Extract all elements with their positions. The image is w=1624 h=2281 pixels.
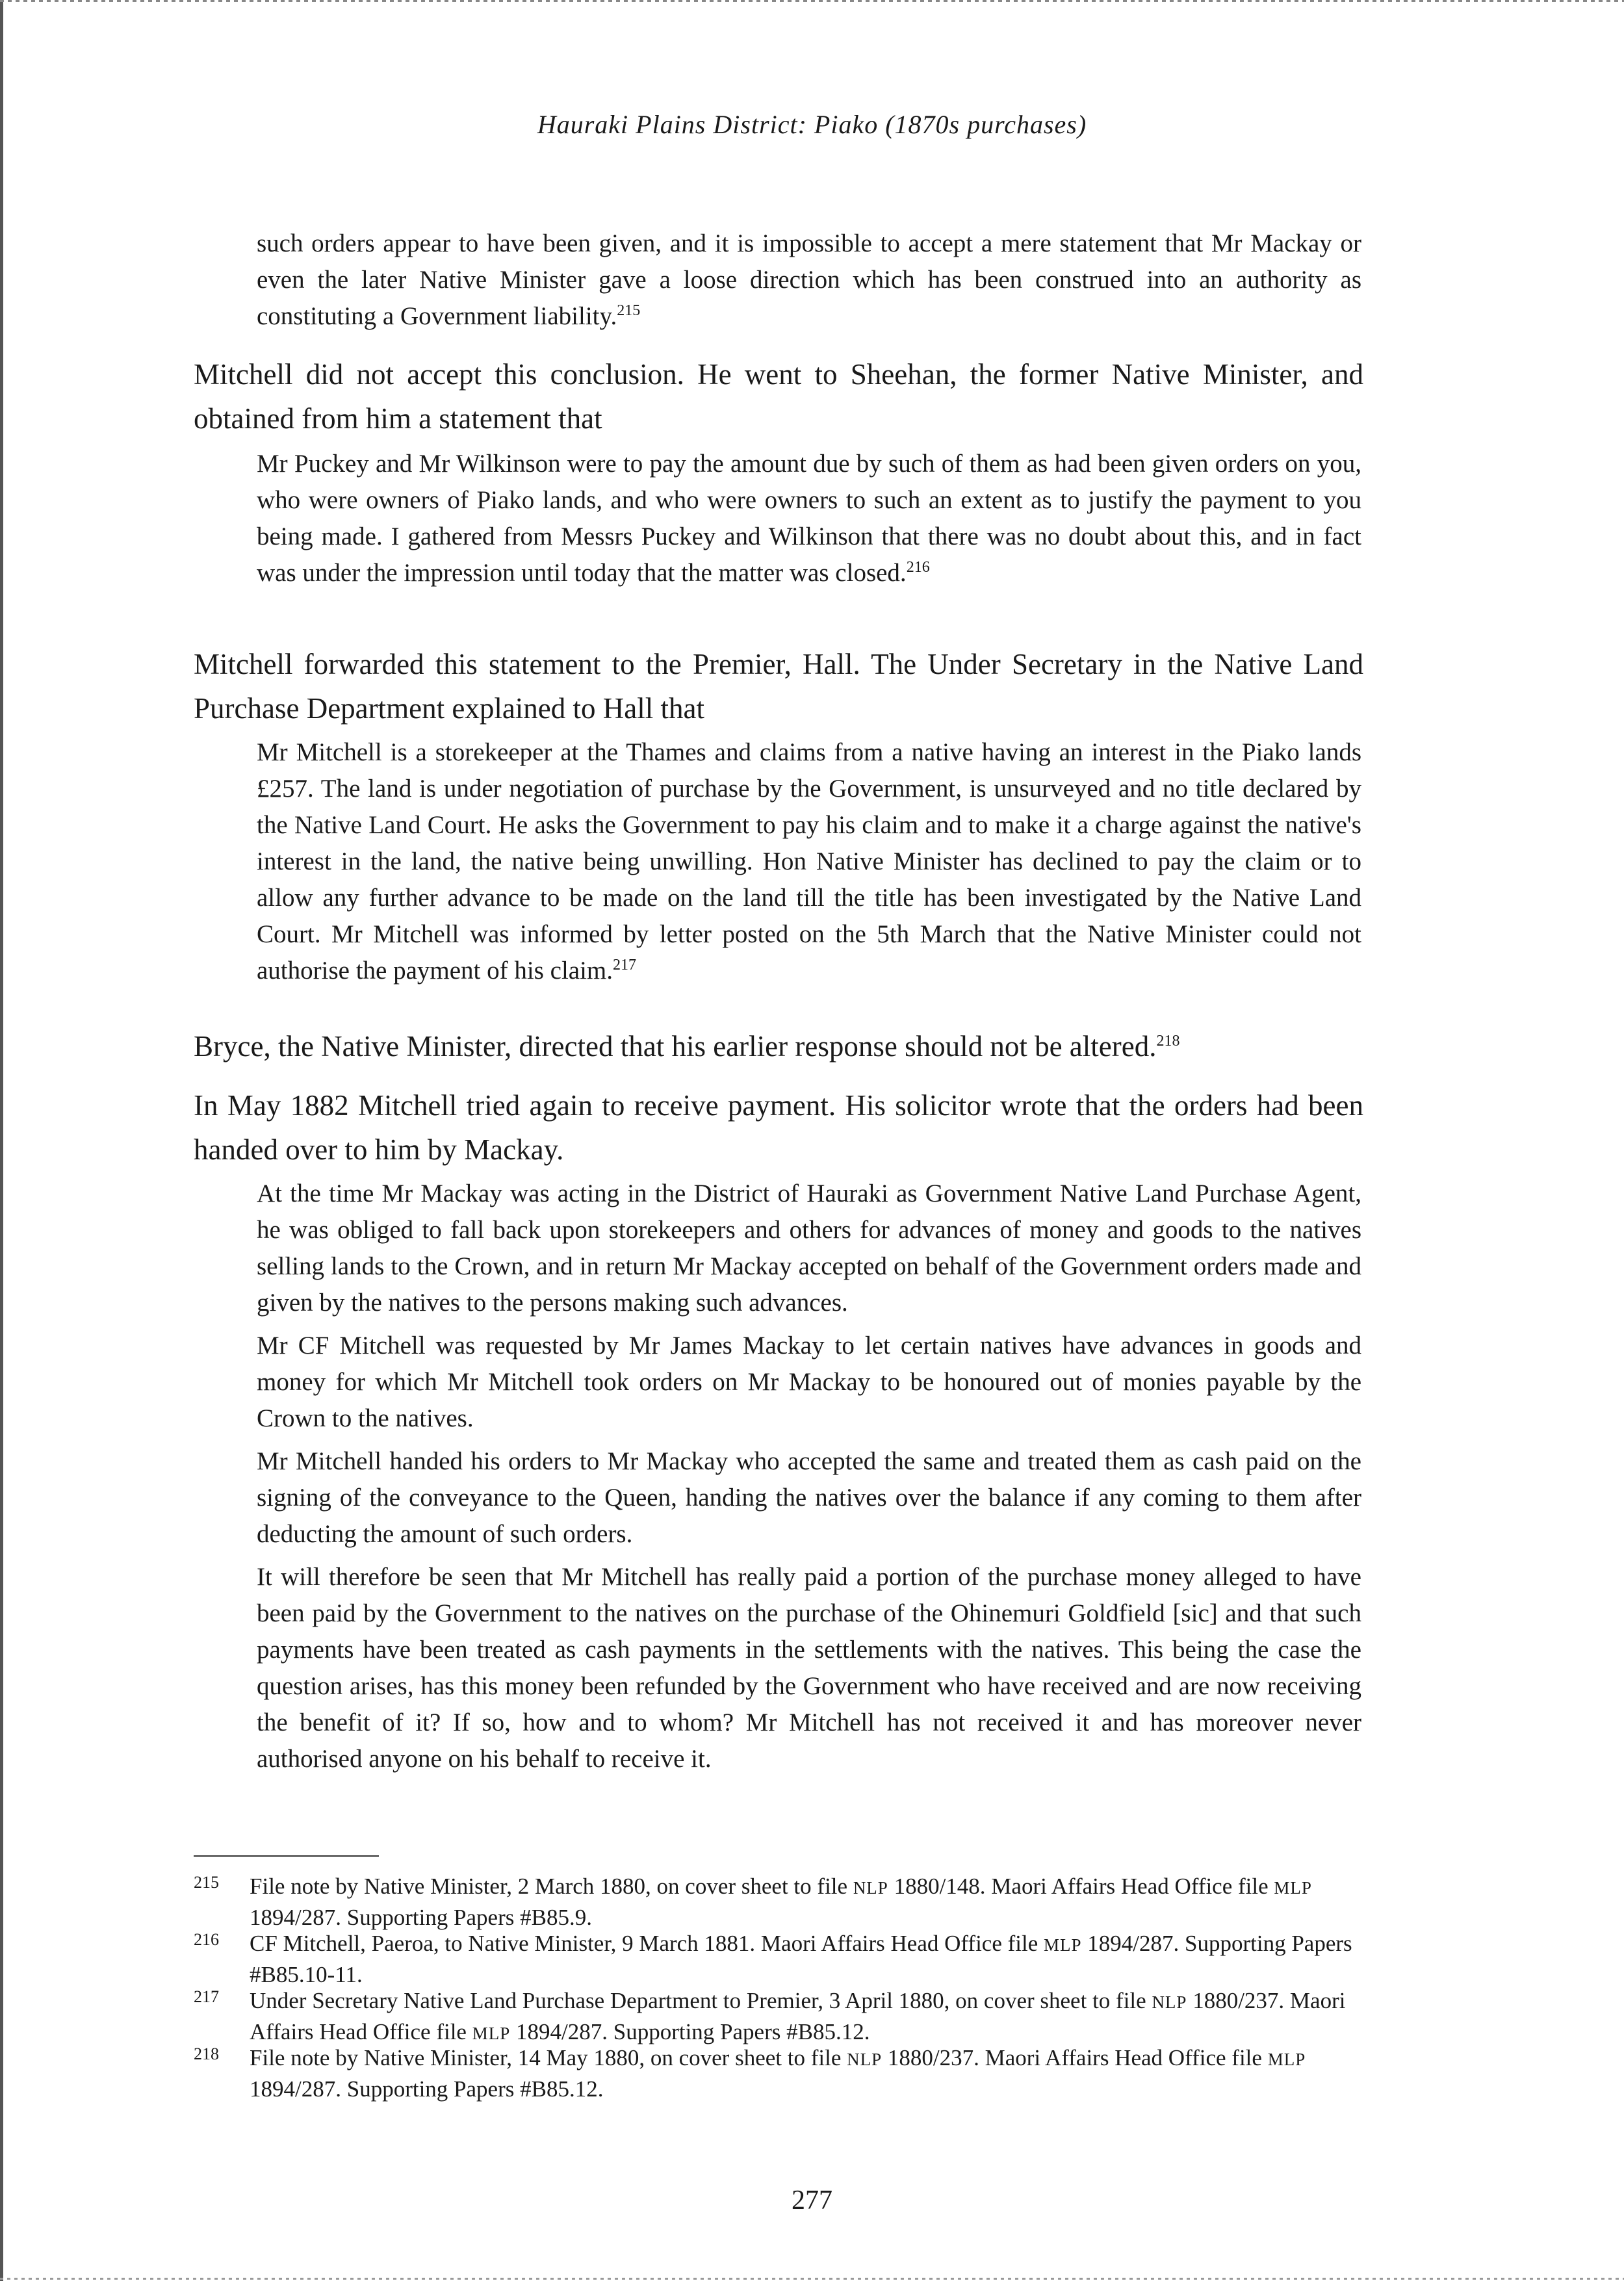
footnote-217	[194, 1986, 1363, 2048]
quote-text: At the time Mr Mackay was acting in the District of Hauraki as Government Native Land Purchase Agent, he was obliged to fall back upon storekeepers and others for advances of money and goods to the natives selling lands to the Crown, and in return Mr Mackay accepted on behalf of the Government orders made and given by the natives to the persons making such advances.	[257, 1179, 1361, 1317]
quote-text: It will therefore be seen that Mr Mitchell has really paid a portion of the purchase money alleged to have been paid by the Government to the natives on the purchase of the Ohinemuri Goldfield [sic] and that such payments have been treated as cash payments in the settlements with the natives. This being the case the question arises, has this money been refunded by the Government who have received and are now receiving the benefit of it? If so, how and to whom? Mr Mitchell has not received it and has moreover never authorised anyone on his behalf to receive it.	[257, 1563, 1361, 1773]
body-paragraph-4	[194, 1083, 1363, 1172]
footnote-ref: 215	[617, 302, 641, 319]
footnote-216	[194, 1929, 1363, 1991]
quote-text: Mr Mitchell handed his orders to Mr Mackay who accepted the same and treated them as cash paid on the signing of the conveyance to the Queen, handing the natives over the balance if any coming to them after deducting the amount of such orders.	[257, 1447, 1361, 1548]
paragraph-text: Mitchell forwarded this statement to the Premier, Hall. The Under Secretary in the Native Land Purchase Department explained to Hall that	[194, 648, 1363, 725]
running-head: Hauraki Plains District: Piako (1870s purchases)	[537, 110, 1087, 139]
scan-bottom-edge	[0, 2278, 1624, 2280]
footnote-number: 215	[194, 1873, 219, 1892]
footnote-ref: 218	[1156, 1033, 1180, 1050]
quote-text: Mr CF Mitchell was requested by Mr James Mackay to let certain natives have advances in goods and money for which Mr Mitchell took orders on Mr Mackay to be honoured out of monies payable by the Crown to the natives.	[257, 1332, 1361, 1432]
footnote-text: CF Mitchell, Paeroa, to Native Minister, 9 March 1881. Maori Affairs Head Office file MLP 1894/287. Supporting Papers #B85.10-11.	[250, 1931, 1352, 1987]
footnote-ref: 216	[906, 559, 930, 576]
footnote-text: File note by Native Minister, 14 May 1880, on cover sheet to file NLP 1880/237. Maori Affairs Head Office file MLP 1894/287. Supporting Papers #B85.12.	[250, 2045, 1306, 2102]
body-paragraph-2	[194, 642, 1363, 730]
paragraph-text: Mitchell did not accept this conclusion. He went to Sheehan, the former Native Minister, and obtained from him a statement that	[194, 358, 1363, 435]
block-quote-4-para-1	[257, 1176, 1361, 1321]
footnote-number: 217	[194, 1987, 219, 2006]
body-paragraph-3	[194, 1024, 1363, 1068]
footnote-number: 216	[194, 1930, 219, 1949]
quote-text: Mr Puckey and Mr Wilkinson were to pay the amount due by such of them as had been given orders on you, who were owners of Piako lands, and who were owners to such an extent as to justify the payment to you being made. I gathered from Messrs Puckey and Wilkinson that there was no doubt about this, and in fact was under the impression until today that the matter was closed.	[257, 450, 1361, 587]
footnote-number: 218	[194, 2044, 219, 2063]
footnote-218	[194, 2043, 1363, 2104]
body-paragraph-1	[194, 352, 1363, 441]
paragraph-text: Bryce, the Native Minister, directed that his earlier response should not be altered.	[194, 1030, 1157, 1063]
scan-left-edge	[0, 0, 3, 2281]
paragraph-text: In May 1882 Mitchell tried again to receive payment. His solicitor wrote that the orders had been handed over to him by Mackay.	[194, 1089, 1363, 1166]
footnote-ref: 217	[613, 957, 637, 973]
page-number: 277	[792, 2185, 832, 2215]
block-quote-4-para-3	[257, 1443, 1361, 1553]
quote-text: Mr Mitchell is a storekeeper at the Thames and claims from a native having an interest in the Piako lands £257. The land is under negotiation of purchase by the Government, is unsurveyed and no title declared by the Native Land Court. He asks the Government to pay his claim and to make it a charge against the native's interest in the land, the native being unwilling. Hon Native Minister has declined to pay the claim or to allow any further advance to be made on the land till the title has been investigated by the Native Land Court. Mr Mitchell was informed by letter posted on the 5th March that the Native Minister could not authorise the payment of his claim.	[257, 738, 1361, 985]
block-quote-4-para-2	[257, 1328, 1361, 1437]
block-quote-2	[257, 446, 1361, 591]
footnote-text: Under Secretary Native Land Purchase Department to Premier, 3 April 1880, on cover sheet to file NLP 1880/237. Maori Affairs Head Office file MLP 1894/287. Supporting Papers #B85.12.	[250, 1988, 1346, 2044]
footnote-215	[194, 1872, 1363, 1933]
footnote-text: File note by Native Minister, 2 March 1880, on cover sheet to file NLP 1880/148. Maori Affairs Head Office file MLP 1894/287. Supporting Papers #B85.9.	[250, 1874, 1312, 1930]
block-quote-1	[257, 226, 1361, 335]
quote-text: such orders appear to have been given, and it is impossible to accept a mere statement that Mr Mackay or even the later Native Minister gave a loose direction which has been construed into an authority as constituting a Government liability.	[257, 229, 1361, 330]
scan-top-edge	[0, 0, 1624, 2]
block-quote-3	[257, 734, 1361, 989]
block-quote-4-para-4	[257, 1559, 1361, 1777]
footnote-rule	[194, 1855, 379, 1857]
